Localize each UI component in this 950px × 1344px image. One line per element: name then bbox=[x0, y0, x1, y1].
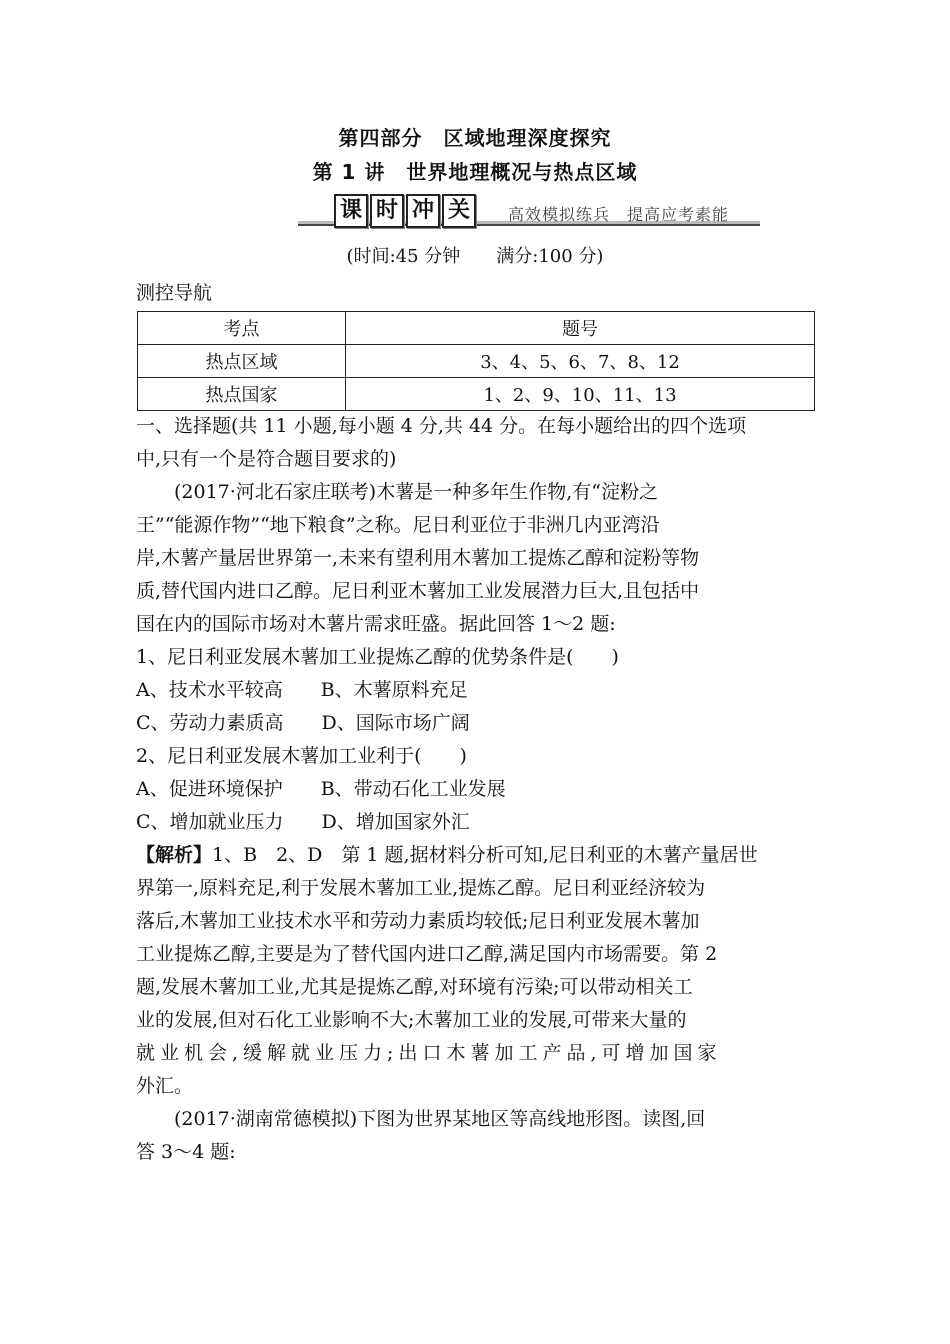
nav-table bbox=[137, 311, 815, 411]
nav-label: 测控导航 bbox=[136, 282, 213, 304]
practice-banner bbox=[298, 194, 760, 230]
banner-slogan: 高效模拟练兵 提高应考素能 bbox=[508, 205, 730, 224]
section-heading: 中,只有一个是符合题目要求的) bbox=[136, 448, 397, 470]
passage-line: (2017·湖南常德模拟)下图为世界某地区等高线地形图。读图,回 bbox=[174, 1108, 706, 1130]
passage-line: (2017·河北石家庄联考)木薯是一种多年生作物,有“淀粉之 bbox=[174, 481, 658, 503]
question-1-options: C、劳动力素质高 D、国际市场广阔 bbox=[136, 712, 470, 734]
badge-char: 冲 bbox=[406, 194, 440, 228]
lecture-title: 第 1 讲 世界地理概况与热点区域 bbox=[312, 160, 638, 184]
passage-line: 质,替代国内进口乙醇。尼日利亚木薯加工业发展潜力巨大,且包括中 bbox=[136, 580, 700, 602]
analysis-line bbox=[136, 839, 816, 872]
passage-line: 岸,木薯产量居世界第一,未来有望利用木薯加工提炼乙醇和淀粉等物 bbox=[136, 547, 700, 569]
question-2-options: C、增加就业压力 D、增加国家外汇 bbox=[136, 811, 470, 833]
passage-line: 答 3～4 题: bbox=[136, 1141, 236, 1163]
analysis-line: 就业机会,缓解就业压力;出口木薯加工产品,可增加国家 bbox=[136, 1042, 722, 1064]
table-cell: 3、4、5、6、7、8、12 bbox=[346, 345, 815, 378]
analysis-line: 业的发展,但对石化工业影响不大;木薯加工业的发展,可带来大量的 bbox=[136, 1009, 687, 1031]
question-2: 2、尼日利亚发展木薯加工业利于( ) bbox=[136, 745, 467, 767]
table-cell: 热点区域 bbox=[138, 345, 346, 378]
question-1: 1、尼日利亚发展木薯加工业提炼乙醇的优势条件是( ) bbox=[136, 646, 619, 668]
badge-char: 关 bbox=[442, 194, 476, 228]
table-row bbox=[138, 345, 815, 378]
body-text bbox=[136, 410, 816, 1169]
section-heading: 一、选择题(共 11 小题,每小题 4 分,共 44 分。在每小题给出的四个选项 bbox=[136, 415, 747, 437]
table-row bbox=[138, 378, 815, 411]
analysis-line: 工业提炼乙醇,主要是为了替代国内进口乙醇,满足国内市场需要。第 2 bbox=[136, 943, 718, 965]
passage-line: 国在内的国际市场对木薯片需求旺盛。据此回答 1～2 题: bbox=[136, 613, 616, 635]
table-header-cell: 题号 bbox=[346, 312, 815, 345]
time-info: (时间:45 分钟 满分:100 分) bbox=[346, 246, 604, 267]
question-2-options: A、促进环境保护 B、带动石化工业发展 bbox=[136, 778, 506, 800]
badge-char: 课 bbox=[334, 194, 368, 228]
table-header-cell: 考点 bbox=[138, 312, 346, 345]
table-cell: 1、2、9、10、11、13 bbox=[346, 378, 815, 411]
banner-badge bbox=[334, 194, 476, 228]
passage-line: 王”“能源作物”“地下粮食”之称。尼日利亚位于非洲几内亚湾沿 bbox=[136, 514, 660, 536]
question-1-options: A、技术水平较高 B、木薯原料充足 bbox=[136, 679, 468, 701]
analysis-line: 题,发展木薯加工业,尤其是提炼乙醇,对环境有污染;可以带动相关工 bbox=[136, 976, 693, 998]
table-cell: 热点国家 bbox=[138, 378, 346, 411]
analysis-line: 界第一,原料充足,利于发展木薯加工业,提炼乙醇。尼日利亚经济较为 bbox=[136, 877, 706, 899]
table-header-row bbox=[138, 312, 815, 345]
analysis-line: 落后,木薯加工业技术水平和劳动力素质均较低;尼日利亚发展木薯加 bbox=[136, 910, 700, 932]
analysis-tag: 【解析】 bbox=[136, 844, 213, 866]
analysis-text: 1、B 2、D 第 1 题,据材料分析可知,尼日利亚的木薯产量居世 bbox=[212, 844, 758, 866]
analysis-line: 外汇。 bbox=[136, 1075, 194, 1097]
part-title: 第四部分 区域地理深度探究 bbox=[338, 126, 612, 150]
badge-char: 时 bbox=[370, 194, 404, 228]
